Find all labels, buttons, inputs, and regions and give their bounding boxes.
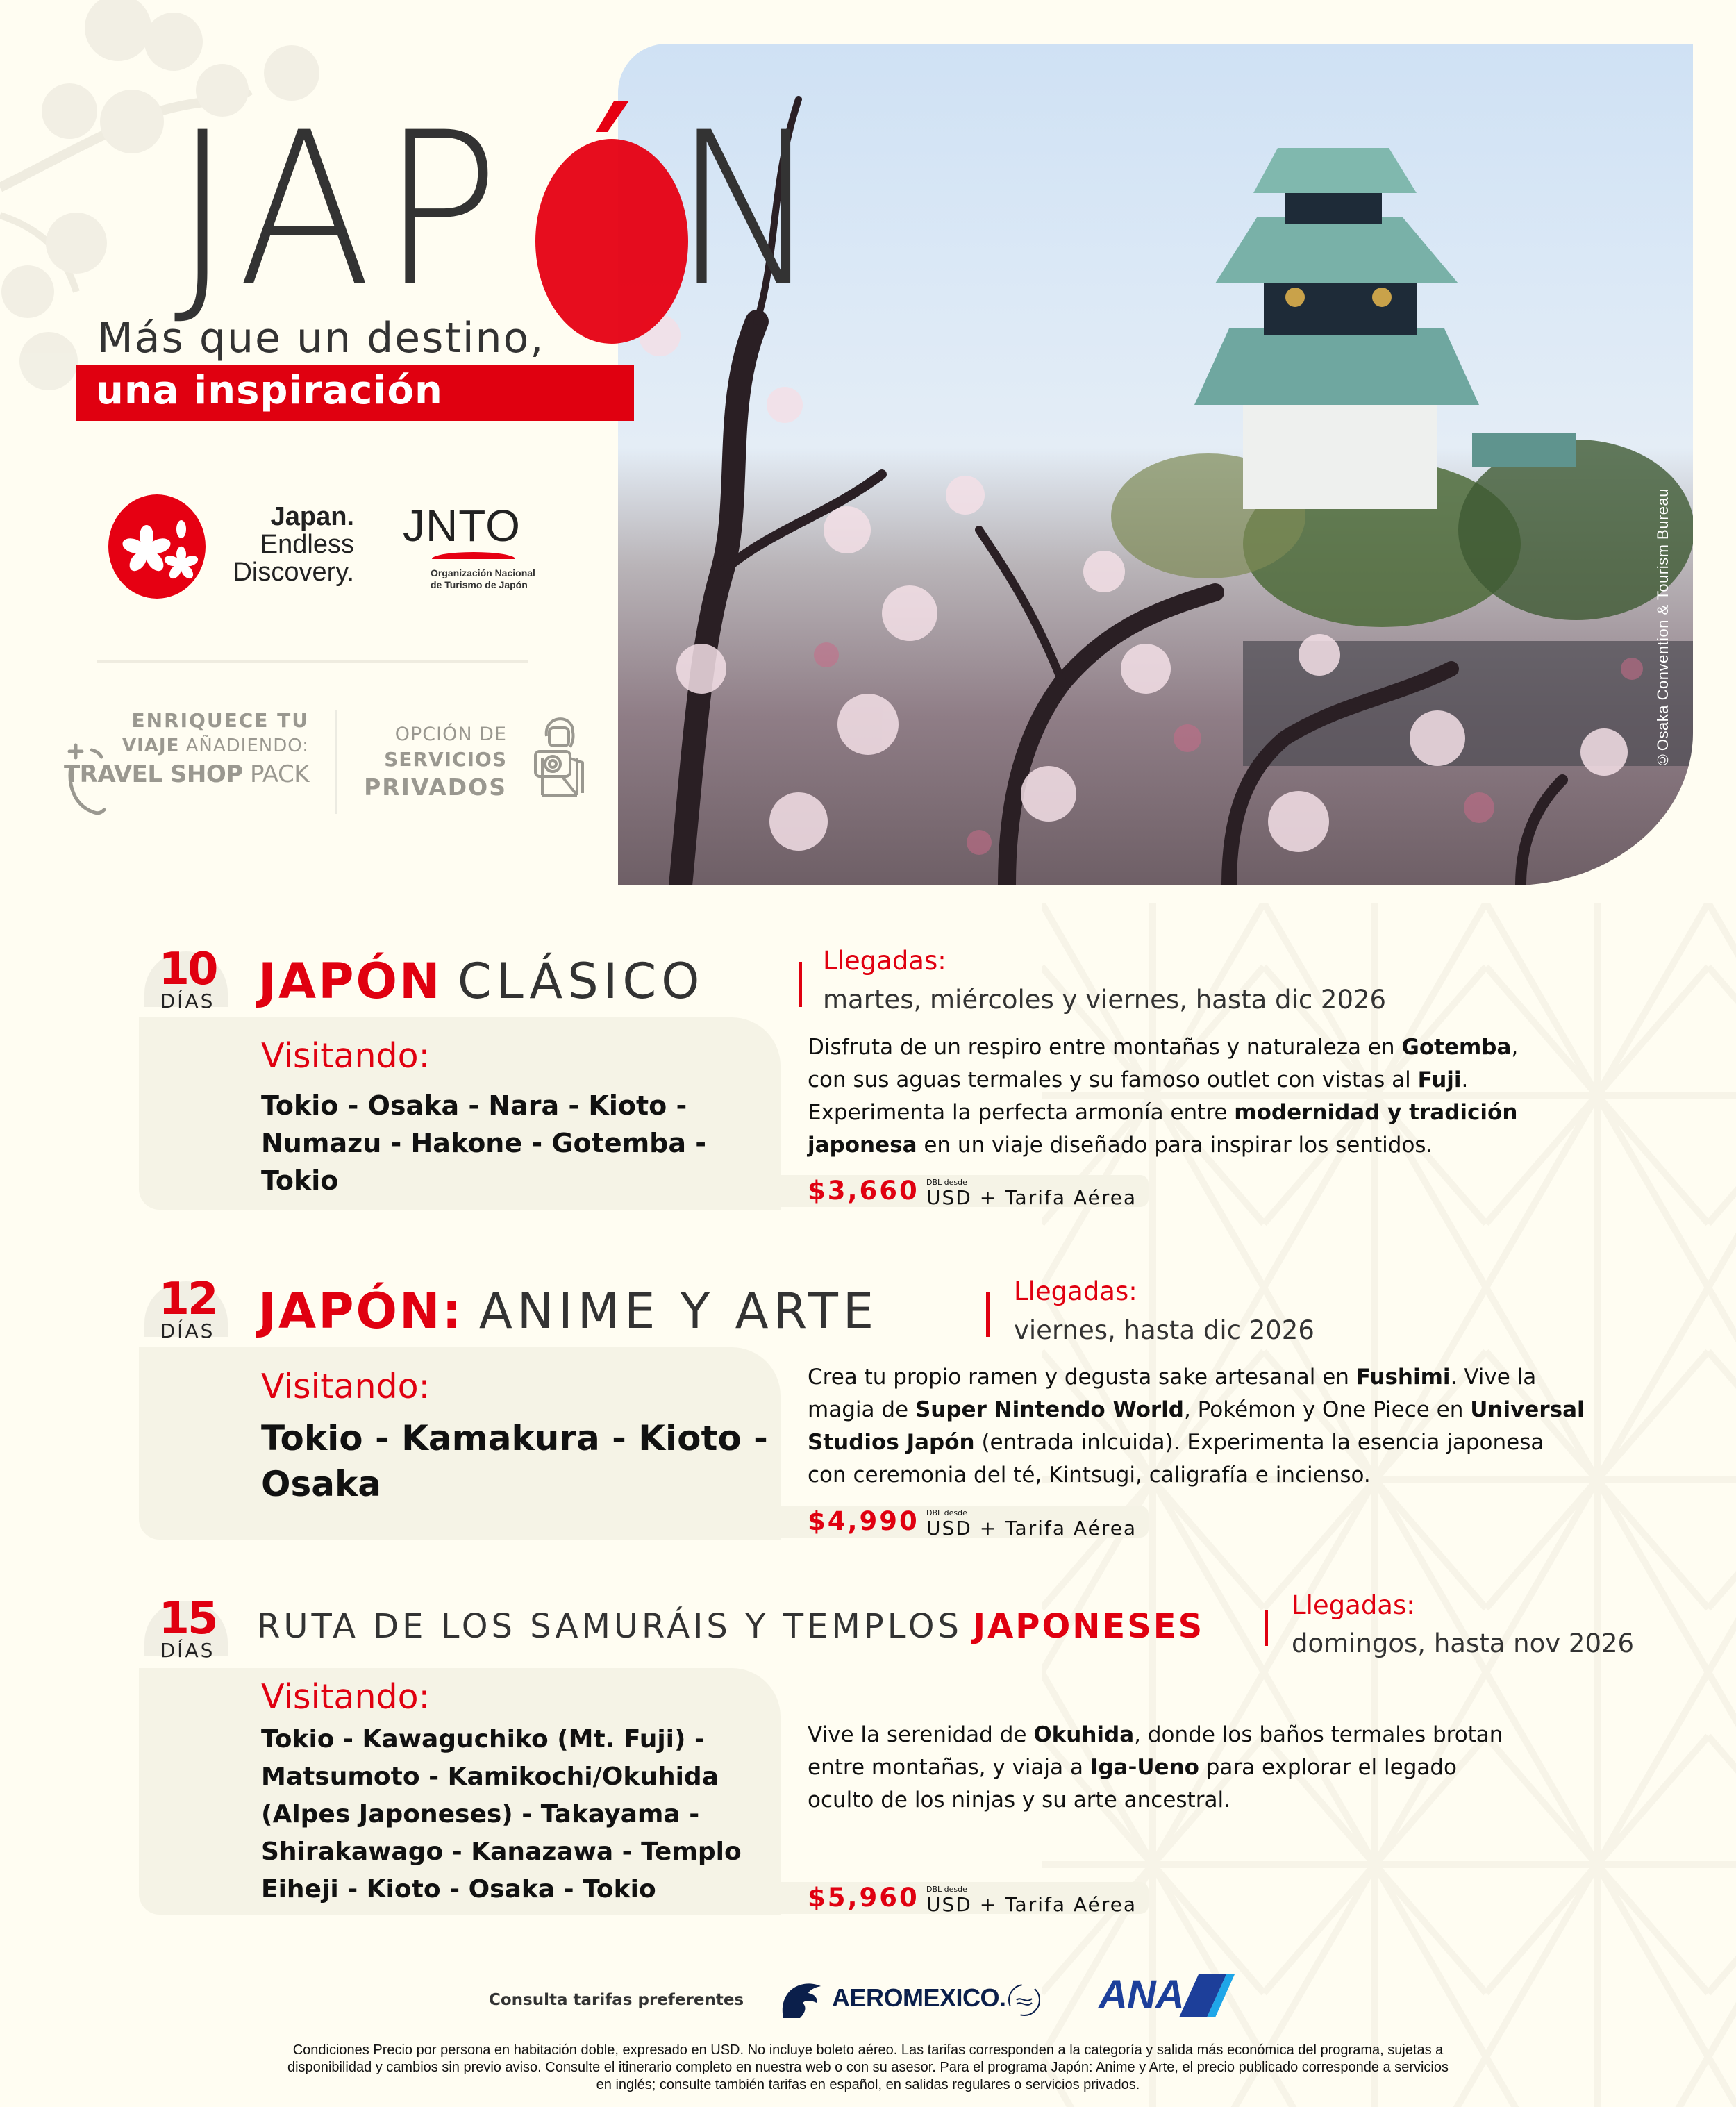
tour2-days-number: 12: [158, 1274, 217, 1325]
tour3-description: [808, 1719, 1641, 1817]
jnto-wordmark: JNTO: [403, 501, 521, 551]
description-text: , Pokémon y One Piece en: [1183, 1397, 1471, 1422]
visiting-line: Tokio: [261, 1165, 339, 1196]
description-text: en un viaje diseñado para inspirar los sentidos.: [917, 1133, 1433, 1158]
tagline-banner: [76, 365, 634, 421]
tour3-days-badge: [156, 1593, 219, 1662]
tour1-title-bold: JAPÓN: [258, 953, 442, 1010]
jed-line2: Endless: [260, 530, 354, 559]
description-text: Disfruta de un respiro entre montañas y naturaleza en: [808, 1035, 1402, 1060]
tour3-days-number: 15: [158, 1593, 217, 1644]
visiting-line: Osaka: [261, 1464, 381, 1504]
tour2-price-main: USD + Tarifa Aérea: [926, 1517, 1137, 1540]
tour1-visiting-label: Visitando:: [261, 1036, 431, 1076]
consult-rates-label: Consulta tarifas preferentes: [489, 1991, 744, 2009]
description-text: , donde los baños termales brotan: [1134, 1722, 1503, 1747]
tour3-arrivals-label: Llegadas:: [1292, 1590, 1415, 1620]
tour3-price: $5,960: [808, 1883, 919, 1913]
description-text: ,: [1511, 1035, 1519, 1060]
description-highlight: Gotemba: [1401, 1035, 1512, 1060]
conditions-line2: disponibilidad y cambios sin previo aviso. Consulte el itinerario completo en nuestra web o con su asesor. Para el programa Japón: Anime y Arte, el precio publicado corresponde a servicios: [287, 2060, 1449, 2075]
tour3-title-thin: RUTA DE LOS SAMURÁIS Y TEMPLOS: [257, 1607, 962, 1646]
description-highlight: Fushimi: [1355, 1365, 1451, 1390]
promo1-line1-rest: TU: [269, 709, 309, 732]
aeromexico-wordmark: AEROMEXICO.: [832, 1983, 1006, 2012]
tour3-arrivals-value: domingos, hasta nov 2026: [1292, 1629, 1635, 1658]
description-text: Experimenta la perfecta armonía entre: [808, 1100, 1235, 1125]
skyteam-icon: [1005, 1979, 1043, 2019]
divider: [97, 660, 528, 663]
visiting-line: Tokio - Osaka - Nara - Kioto -: [261, 1090, 687, 1121]
jnto-sub-line1: Organización Nacional: [431, 567, 535, 578]
sakura-circle-icon: [108, 494, 206, 599]
tour1-arrivals-value: martes, miércoles y viernes, hasta dic 2026: [823, 985, 1387, 1015]
tour2-arrivals-label: Llegadas:: [1014, 1276, 1137, 1306]
description-text: con sus aguas termales y su famoso outlet con vistas al: [808, 1067, 1418, 1092]
tagline-text: una inspiración: [96, 368, 443, 413]
conditions-line3: en inglés; consulte también tarifas en español, en salidas regulares o servicios privados.: [596, 2077, 1140, 2092]
description-text: . Vive la: [1450, 1365, 1537, 1390]
photographer-icon: [531, 708, 587, 799]
description-text: con ceremonia del té, Kintsugi, caligrafía e incienso.: [808, 1463, 1371, 1488]
tour1-title-thin: CLÁSICO: [457, 953, 705, 1010]
jed-wordmark: [233, 503, 354, 586]
tour2-visiting-list: [261, 1415, 768, 1507]
conditions-line1: Condiciones Precio por persona en habitación doble, expresado en USD. No incluye boleto aéreo. Las tarifas corresponden a la categoría y salida más económica del programa, sujetas a: [292, 2042, 1444, 2058]
tour2-days-label: DÍAS: [160, 1319, 215, 1342]
travel-shop-pack-promo[interactable]: [62, 708, 309, 790]
tour1-price-main: USD + Tarifa Aérea: [926, 1186, 1137, 1209]
promo1-line2-rest: AÑADIENDO:: [179, 735, 309, 756]
photo-credit: ©Osaka Convention & Tourism Bureau: [1654, 488, 1671, 769]
tour2-visiting-label: Visitando:: [261, 1367, 431, 1406]
tour1-description: [808, 1031, 1641, 1162]
tour1-days-badge: [156, 944, 219, 1013]
aeromexico-eagle-icon: [776, 1978, 825, 2019]
title-right: N: [673, 87, 830, 333]
tour1-title[interactable]: [258, 953, 705, 1010]
conditions-text: [174, 2042, 1562, 2094]
description-highlight: japonesa: [808, 1133, 917, 1158]
tour3-visiting-list: [261, 1721, 742, 1908]
tour3-visiting-label: Visitando:: [261, 1677, 431, 1717]
tour3-title-bold: JAPONESES: [973, 1607, 1205, 1646]
title-left: JAP: [174, 87, 509, 333]
tour2-title-bold: JAPÓN:: [258, 1283, 464, 1340]
tour3-title[interactable]: [257, 1607, 1205, 1646]
tour1-separator: [799, 962, 802, 1007]
visiting-line: Numazu - Hakone - Gotemba -: [261, 1128, 707, 1158]
description-highlight: Okuhida: [1033, 1722, 1135, 1747]
visiting-line: Tokio - Kamakura - Kioto -: [261, 1418, 768, 1458]
description-text: para explorar el legado: [1199, 1755, 1458, 1780]
tour2-title[interactable]: [258, 1283, 879, 1340]
description-text: (entrada inlcuida). Experimenta la esencia japonesa: [974, 1430, 1544, 1455]
visiting-line: Eiheji - Kioto - Osaka - Tokio: [261, 1875, 656, 1904]
subtitle: Más que un destino,: [97, 314, 545, 363]
jnto-sub-line2: de Turismo de Japón: [431, 579, 528, 590]
tour1-visiting-list: [261, 1087, 706, 1199]
tour2-price: $4,990: [808, 1506, 919, 1536]
tour1-arrivals-label: Llegadas:: [823, 946, 946, 976]
promo1-line3-bold: TRAVEL SHOP: [63, 760, 243, 788]
title-o: [509, 87, 673, 333]
description-text: entre montañas, y viaja a: [808, 1755, 1090, 1780]
description-highlight: Iga-Ueno: [1090, 1755, 1199, 1780]
promo1-line2-bold: VIAJE: [122, 735, 180, 756]
description-text: Crea tu propio ramen y degusta sake artesanal en: [808, 1365, 1356, 1390]
promo1-line1-bold: ENRIQUECE: [131, 709, 269, 732]
visiting-line: Tokio - Kawaguchiko (Mt. Fuji) -: [261, 1725, 705, 1754]
private-services-promo[interactable]: [361, 722, 507, 803]
description-highlight: modernidad y tradición: [1234, 1100, 1518, 1125]
description-text: oculto de los ninjas y su arte ancestral.: [808, 1788, 1230, 1813]
description-highlight: Universal: [1470, 1397, 1585, 1422]
tour2-price-small: DBL desde: [926, 1508, 967, 1517]
promo2-line3: PRIVADOS: [364, 774, 507, 801]
description-highlight: Studios Japón: [808, 1430, 975, 1455]
description-highlight: Super Nintendo World: [915, 1397, 1184, 1422]
castle: [1194, 148, 1576, 509]
visiting-line: (Alpes Japoneses) - Takayama -: [261, 1800, 700, 1829]
ana-logo[interactable]: [1096, 1974, 1242, 2016]
jed-line1: Japan.: [270, 502, 354, 531]
description-highlight: Fuji: [1417, 1067, 1462, 1092]
description-text: Vive la serenidad de: [808, 1722, 1034, 1747]
promo-separator: [335, 710, 337, 814]
jed-line3: Discovery.: [233, 558, 354, 587]
tour1-days-label: DÍAS: [160, 990, 215, 1013]
tour2-separator: [986, 1292, 990, 1337]
tour1-price-small: DBL desde: [926, 1178, 967, 1187]
tour3-days-label: DÍAS: [160, 1639, 215, 1662]
jnto-red-arc: [432, 552, 515, 559]
page-title: [174, 87, 830, 333]
tour3-price-small: DBL desde: [926, 1885, 967, 1894]
tour3-separator: [1265, 1610, 1268, 1646]
tour2-title-thin: ANIME Y ARTE: [478, 1283, 879, 1340]
tour3-price-main: USD + Tarifa Aérea: [926, 1893, 1137, 1916]
tour1-days-number: 10: [158, 944, 217, 995]
ana-stripe-icon: [1172, 1974, 1242, 2017]
description-text: .: [1461, 1067, 1469, 1092]
promo2-line1: OPCIÓN DE: [394, 724, 507, 745]
jnto-logo: [403, 503, 535, 594]
visiting-line: Matsumoto - Kamikochi/Okuhida: [261, 1763, 719, 1791]
tour2-description: [808, 1361, 1641, 1492]
aeromexico-logo[interactable]: [776, 1978, 1054, 2019]
promo1-line3-rest: PACK: [242, 760, 309, 788]
tour1-price: $3,660: [808, 1176, 919, 1206]
promo2-line2: SERVICIOS: [384, 748, 507, 771]
description-text: magia de: [808, 1397, 915, 1422]
tour2-arrivals-value: viernes, hasta dic 2026: [1014, 1315, 1314, 1345]
japan-endless-discovery-logo: [97, 494, 354, 599]
visiting-line: Shirakawago - Kanazawa - Templo: [261, 1838, 742, 1866]
jnto-subtitle: [431, 567, 535, 591]
tour2-days-badge: [156, 1274, 219, 1342]
ana-wordmark: ANA: [1099, 1972, 1184, 2017]
